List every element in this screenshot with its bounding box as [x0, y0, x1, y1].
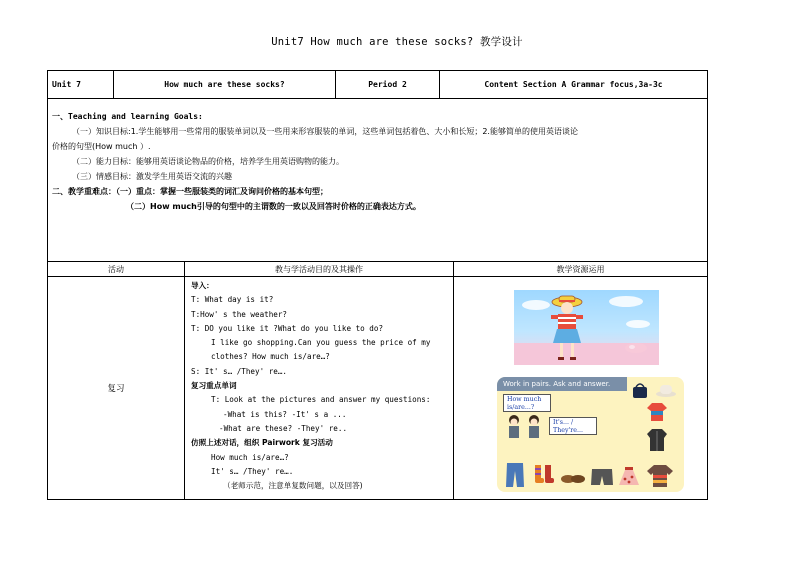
- goals-heading: 一、Teaching and learning Goals:: [52, 112, 203, 121]
- column-header-row: [48, 262, 707, 277]
- col-operations: 教与学活动目的及其操作: [185, 262, 454, 276]
- review-resources: [454, 277, 707, 499]
- jeans-icon: [505, 463, 525, 487]
- skirt-icon: [619, 467, 639, 485]
- pairwork-banner: Work in pairs. Ask and answer.: [497, 377, 627, 391]
- answer-bubble: It's... / They're...: [549, 417, 597, 435]
- op-line: S: It' s… /They' re….: [191, 366, 288, 376]
- key-points-heading: 二、教学重难点：（一）重点：掌握一些服装类的词汇及询问价格的基本句型；: [52, 187, 328, 196]
- col-resources: 教学资源运用: [556, 264, 605, 274]
- op-line: T: DO you like it ?What do you like to do?: [191, 323, 384, 333]
- op-line: clothes? How much is/are…?: [211, 352, 330, 362]
- hat-icon: [655, 383, 677, 397]
- jacket-icon: [647, 429, 667, 451]
- header-row: [48, 71, 707, 99]
- document-title: Unit7 How much are these socks? 教学设计: [271, 36, 523, 48]
- activity-review: 复习: [48, 277, 185, 499]
- goal-knowledge-cont: 价格的句型(How much ）.: [52, 142, 151, 151]
- op-line: -What is this? -It' s a ...: [223, 409, 347, 419]
- review-row: [48, 277, 707, 499]
- op-line: T:How' s the weather?: [191, 309, 288, 319]
- difficult-points: （二）How much引导的句型中的主谓数的一致以及回答时价格的正确表达方式。: [126, 202, 421, 211]
- goal-knowledge: （一）知识目标:1.学生能够用一些常用的服装单词以及一些用来形容服装的单词，这些单词包括着色、大小和长短；2.能够简单的使用英语谈论: [72, 127, 578, 136]
- goal-emotion: （三）情感目标：激发学生用英语交流的兴趣: [72, 172, 232, 181]
- shorts-icon: [591, 469, 613, 485]
- op-line: 导入：: [191, 281, 214, 290]
- socks-icon: [533, 465, 555, 485]
- tshirt-icon: [647, 403, 667, 421]
- girl-icon: [544, 293, 590, 365]
- students-icon: [505, 414, 545, 440]
- goals-row: [48, 99, 707, 262]
- shopping-bag-icon: [624, 338, 648, 354]
- bag-icon: [631, 381, 649, 399]
- pairwork-picture: [497, 377, 684, 492]
- op-line: It' s… /They' re….: [211, 466, 294, 476]
- op-line: 仿照上述对话，组织 Pairwork 复习活动: [191, 438, 333, 448]
- content-cell: Content Section A Grammar focus,3a-3c: [484, 80, 663, 89]
- topic-cell: How much are these socks?: [114, 71, 336, 98]
- question-bubble: How much is/are...?: [503, 394, 551, 412]
- girl-shopping-picture: [514, 290, 659, 365]
- op-line: （老师示范，注意单复数问题，以及回答): [223, 481, 363, 491]
- op-line: How much is/are…?: [211, 452, 289, 462]
- op-line: -What are these? -They' re..: [219, 423, 348, 433]
- op-line: T: What day is it?: [191, 295, 274, 305]
- shoes-icon: [561, 472, 585, 484]
- col-activity: 活动: [48, 262, 185, 276]
- period-cell: Period 2: [336, 71, 440, 98]
- lesson-plan-table: [47, 70, 708, 500]
- unit-cell: Unit 7: [48, 71, 114, 98]
- review-operations: [185, 277, 454, 499]
- op-line: T: Look at the pictures and answer my questions:: [211, 395, 431, 405]
- goal-ability: （二）能力目标：能够用英语谈论物品的价格，培养学生用英语购物的能力。: [72, 157, 344, 166]
- op-line: 复习重点单词: [191, 381, 237, 391]
- op-line: I like go shopping.Can you guess the price of my: [211, 338, 431, 348]
- sweater-icon: [647, 465, 673, 487]
- goals-block: [48, 99, 582, 261]
